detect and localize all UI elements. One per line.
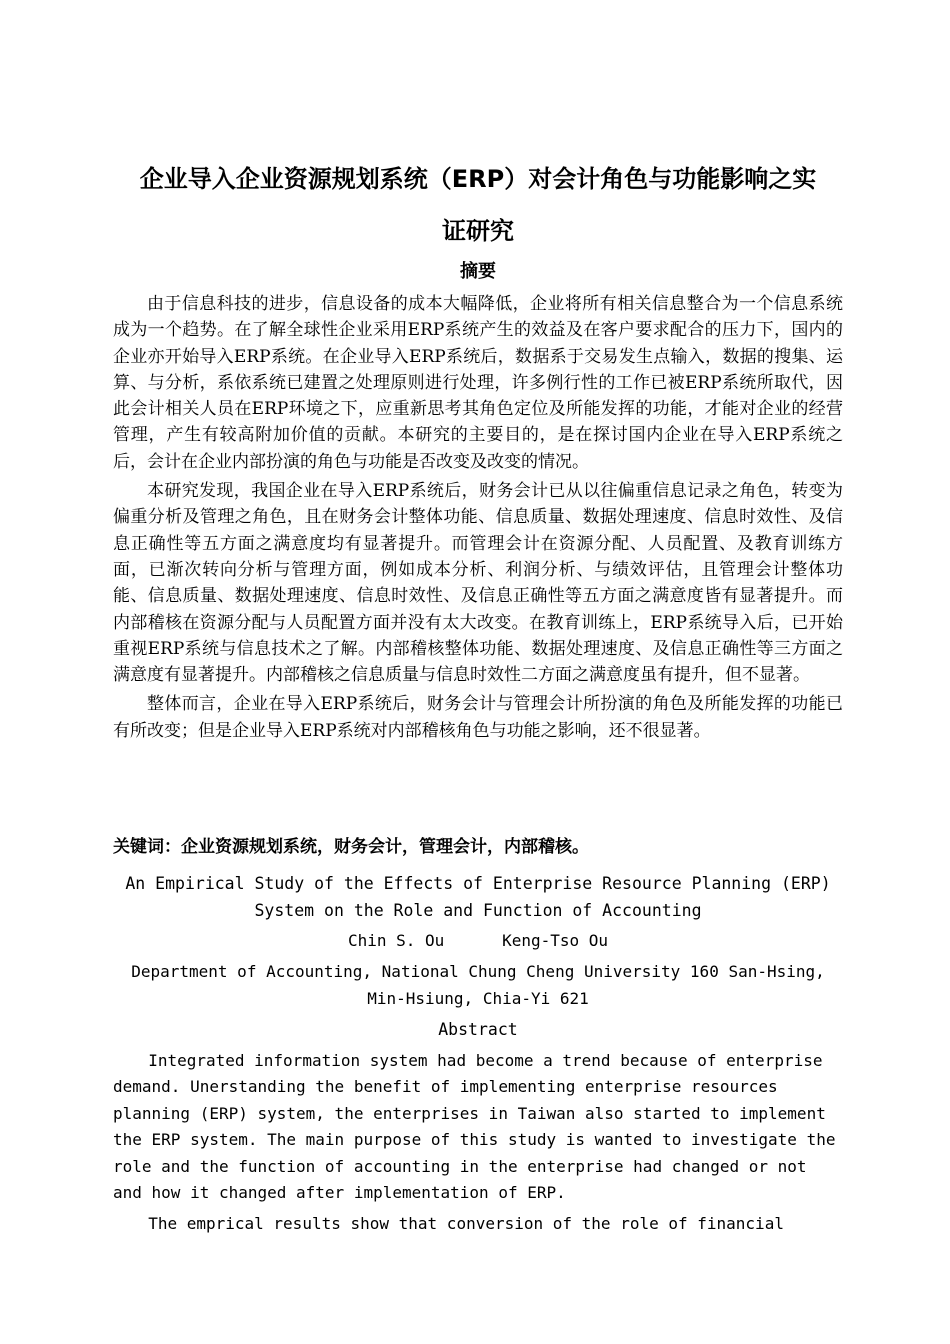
chinese-abstract-body <box>113 291 843 747</box>
chinese-abstract-paragraph-1: 由于信息科技的进步，信息设备的成本大幅降低，企业将所有相关信息整合为一个信息系统成为一个趋势。在了解全球性企业采用ERP系统产生的效益及在客户要求配合的压力下，国内的企业亦开始导入ERP系统。在企业导入ERP系统后，数据系于交易发生点输入，数据的搜集、运算、与分析，系依系统已建置之处理原则进行处理，许多例行性的工作已被ERP系统所取代，因此会计相关人员在ERP环境之下，应重新思考其角色定位及所能发挥的功能，才能对企业的经营管理，产生有较高附加价值的贡献。本研究的主要目的，是在探讨国内企业在导入ERP系统之后，会计在企业内部扮演的角色与功能是否改变及改变的情况。 <box>113 294 843 472</box>
chinese-abstract-heading: 摘要 <box>460 261 496 282</box>
english-title-line-1: An Empirical Study of the Effects of Enterprise Resource Planning (ERP) <box>125 874 831 893</box>
chinese-title-line-1: 企业导入企业资源规划系统（ERP）对会计角色与功能影响之实 <box>139 165 817 193</box>
chinese-abstract-paragraph-3: 整体而言，企业在导入ERP系统后，财务会计与管理会计所扮演的角色及所能发挥的功能已有所改变；但是企业导入ERP系统对内部稽核角色与功能之影响，还不很显著。 <box>113 694 843 741</box>
chinese-abstract-paragraph-2: 本研究发现，我国企业在导入ERP系统后，财务会计已从以往偏重信息记录之角色，转变为偏重分析及管理之角色，且在财务会计整体功能、信息质量、数据处理速度、信息时效性、及信息正确性等五方面之满意度均有显著提升。而管理会计在资源分配、人员配置、及教育训练方面，已渐次转向分析与管理方面，例如成本分析、利润分析、与绩效评估，且管理会计整体功能、信息质量、数据处理速度、信息时效性、及信息正确性等五方面之满意度皆有显著提升。而内部稽核在资源分配与人员配置方面并没有太大改变。在教育训练上，ERP系统导入后，已开始重视ERP系统与信息技术之了解。内部稽核整体功能、数据处理速度、及信息正确性等三方面之满意度有显著提升。内部稽核之信息质量与信息时效性二方面之满意度虽有提升，但不显著。 <box>113 481 843 686</box>
chinese-title-line-2: 证研究 <box>442 217 514 245</box>
english-title-line-2: System on the Role and Function of Accounting <box>254 901 702 920</box>
english-abstract-paragraph-1: Integrated information system had become a trend because of enterprise demand. Unerstanding the benefit of implementing enterprise resources planning (ERP) system, the enterprises in Taiwan also started to implement the ERP system. The main purpose of this study is wanted to investigate the role and the function of accounting in the enterprise had changed or not and how it changed after implementation of ERP. <box>113 1051 836 1203</box>
english-title <box>113 870 843 924</box>
authors: Chin S. Ou Keng-Tso Ou <box>347 931 609 950</box>
affiliation: Department of Accounting, National Chung Cheng University 160 San-Hsing, Min-Hsiung, Chia-Yi 621 <box>131 962 825 1008</box>
chinese-keywords: 关键词：企业资源规划系统，财务会计，管理会计，内部稽核。 <box>113 837 589 857</box>
english-abstract-heading: Abstract <box>438 1020 518 1039</box>
english-abstract-paragraph-2: The emprical results show that conversion of the role of financial <box>148 1213 784 1233</box>
english-abstract-body <box>113 1048 843 1242</box>
